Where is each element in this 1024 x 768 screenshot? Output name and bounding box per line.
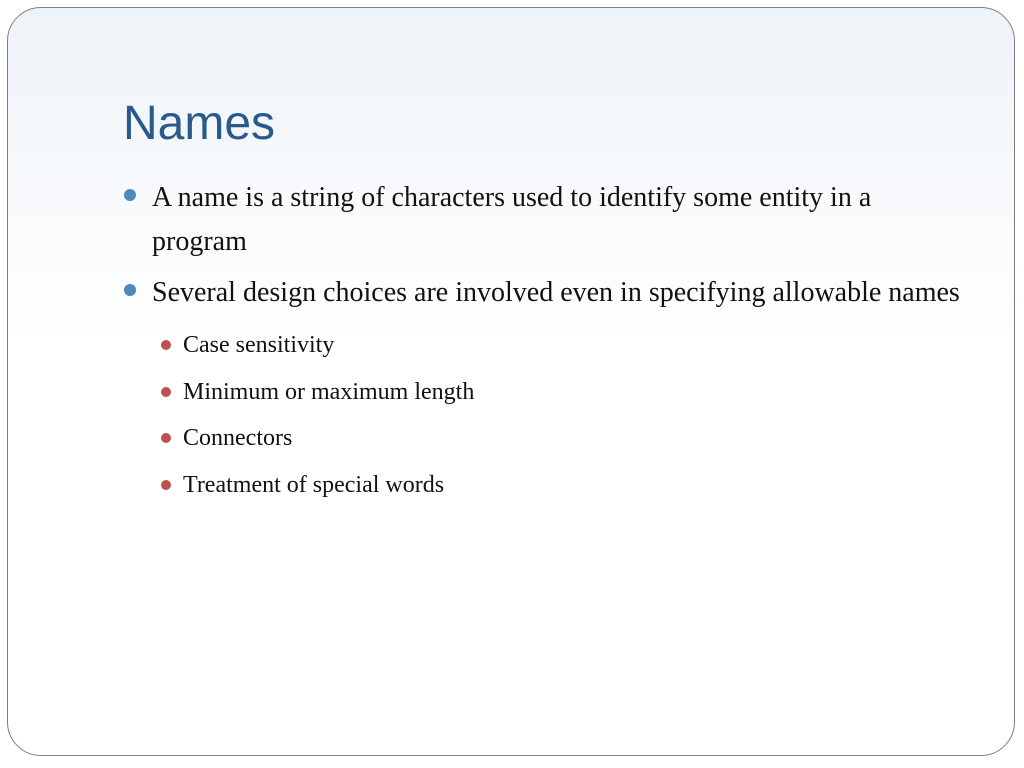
sub-bullet-item [152,415,961,462]
sub-bullet-item [152,369,961,416]
sub-bullet-text: Minimum or maximum length [183,378,475,405]
sub-bullet-item [152,462,961,509]
sub-bullet-list [121,322,961,508]
slide [7,7,1015,756]
slide-content [121,176,961,508]
bullet-dot-icon [124,189,136,201]
sub-bullet-dot-icon [161,480,171,490]
sub-bullet-text: Connectors [183,425,293,451]
sub-bullet-text: Case sensitivity [183,332,335,358]
sub-bullet-dot-icon [161,387,171,397]
bullet-text: A name is a string of characters used to identify some entity in a program [152,182,872,257]
bullet-item [121,176,961,264]
sub-bullet-text: Treatment of special words [183,471,445,498]
sub-bullet-item [152,322,961,369]
slide-title: Names [123,97,276,150]
bullet-text: Several design choices are involved even in specifying allowable names [152,277,960,308]
bullet-dot-icon [124,284,136,296]
sub-bullet-dot-icon [161,433,171,443]
sub-bullet-dot-icon [161,340,171,350]
bullet-item [121,271,961,315]
